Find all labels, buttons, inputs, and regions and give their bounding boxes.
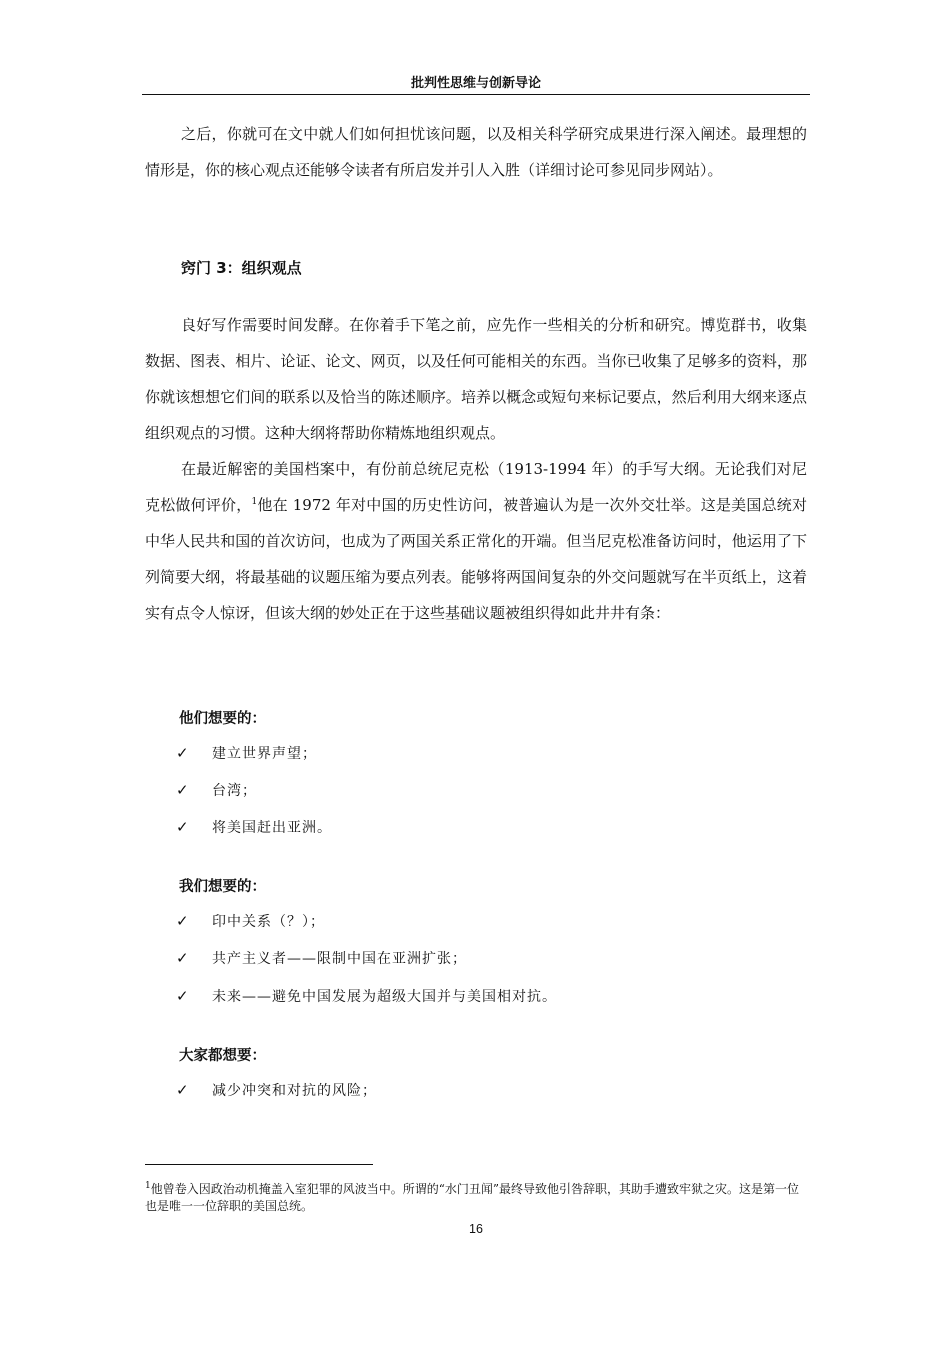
footnote-reference: 1	[251, 497, 258, 507]
footnote-marker: 1	[145, 1181, 151, 1191]
list-item-text: 将美国赶出亚洲。	[212, 820, 332, 836]
paragraph-nixon-outline	[145, 451, 807, 631]
checkmark-icon: ✓	[176, 912, 189, 930]
list-heading-we-want: 我们想要的：	[179, 878, 266, 895]
list-item	[176, 984, 557, 1008]
list-item-text: 印中关系（？）；	[212, 914, 325, 930]
paragraph-nixon-text-after: 他在 1972 年对中国的历史性访问，被普遍认为是一次外交壮举。这是美国总统对中华人民共和国的首次访问，也成为了两国关系正常化的开端。但当尼克松准备访问时，他运用了下列简要大纲，将最基础的议题压缩为要点列表。能够将两国间复杂的外交问题就写在半页纸上，这着实有点令人惊讶，但该大纲的妙处正在于这些基础议题被组织得如此井井有条：	[145, 496, 807, 622]
running-header-title: 批判性思维与创新导论	[410, 75, 541, 90]
section-heading: 窍门 3：组织观点	[181, 259, 302, 277]
footnote-text: 他曾卷入因政治动机掩盖入室犯罪的风波当中。所谓的“水门丑闻”最终导致他引咎辞职，其助手遭致牢狱之灾。这是第一位也是唯一一位辞职的美国总统。	[145, 1182, 800, 1213]
paragraph-nixon-text-before: 在最近解密的美国档案中，有份前总统尼克松（1913-1994 年）的手写大纲。无论我们对尼克松做何评价，	[145, 460, 807, 514]
list-item	[176, 946, 467, 970]
checkmark-icon: ✓	[176, 949, 189, 967]
paragraph-writing-advice: 良好写作需要时间发酵。在你着手下笔之前，应先作一些相关的分析和研究。博览群书，收集数据、图表、相片、论证、论文、网页，以及任何可能相关的东西。当你已收集了足够多的资料，那你就该想想它们间的联系以及恰当的陈述顺序。培养以概念或短句来标记要点，然后利用大纲来逐点组织观点的习惯。这种大纲将帮助你精炼地组织观点。	[145, 316, 807, 442]
list-item-text: 台湾；	[212, 783, 257, 799]
list-heading-they-want: 他们想要的：	[179, 710, 266, 727]
checkmark-icon: ✓	[176, 744, 189, 762]
footnote	[145, 1181, 810, 1215]
list-item-text: 减少冲突和对抗的风险；	[212, 1083, 377, 1099]
checkmark-icon: ✓	[176, 1081, 189, 1099]
footnote-rule	[145, 1164, 373, 1165]
page-number: 16	[469, 1222, 483, 1236]
list-heading-all-want: 大家都想要：	[179, 1047, 266, 1064]
list-item-text: 未来——避免中国发展为超级大国并与美国相对抗。	[212, 989, 557, 1005]
list-item	[176, 741, 317, 765]
checkmark-icon: ✓	[176, 987, 189, 1005]
list-item-text: 建立世界声望；	[212, 746, 317, 762]
list-item	[176, 1078, 377, 1102]
checkmark-icon: ✓	[176, 818, 189, 836]
header-rule	[142, 94, 810, 95]
checkmark-icon: ✓	[176, 781, 189, 799]
list-item	[176, 909, 325, 933]
paragraph-intro: 之后，你就可在文中就人们如何担忧该问题，以及相关科学研究成果进行深入阐述。最理想的情形是，你的核心观点还能够令读者有所启发并引人入胜（详细讨论可参见同步网站）。	[145, 125, 807, 179]
list-item-text: 共产主义者——限制中国在亚洲扩张；	[212, 951, 467, 967]
list-item	[176, 778, 257, 802]
list-item	[176, 815, 332, 839]
